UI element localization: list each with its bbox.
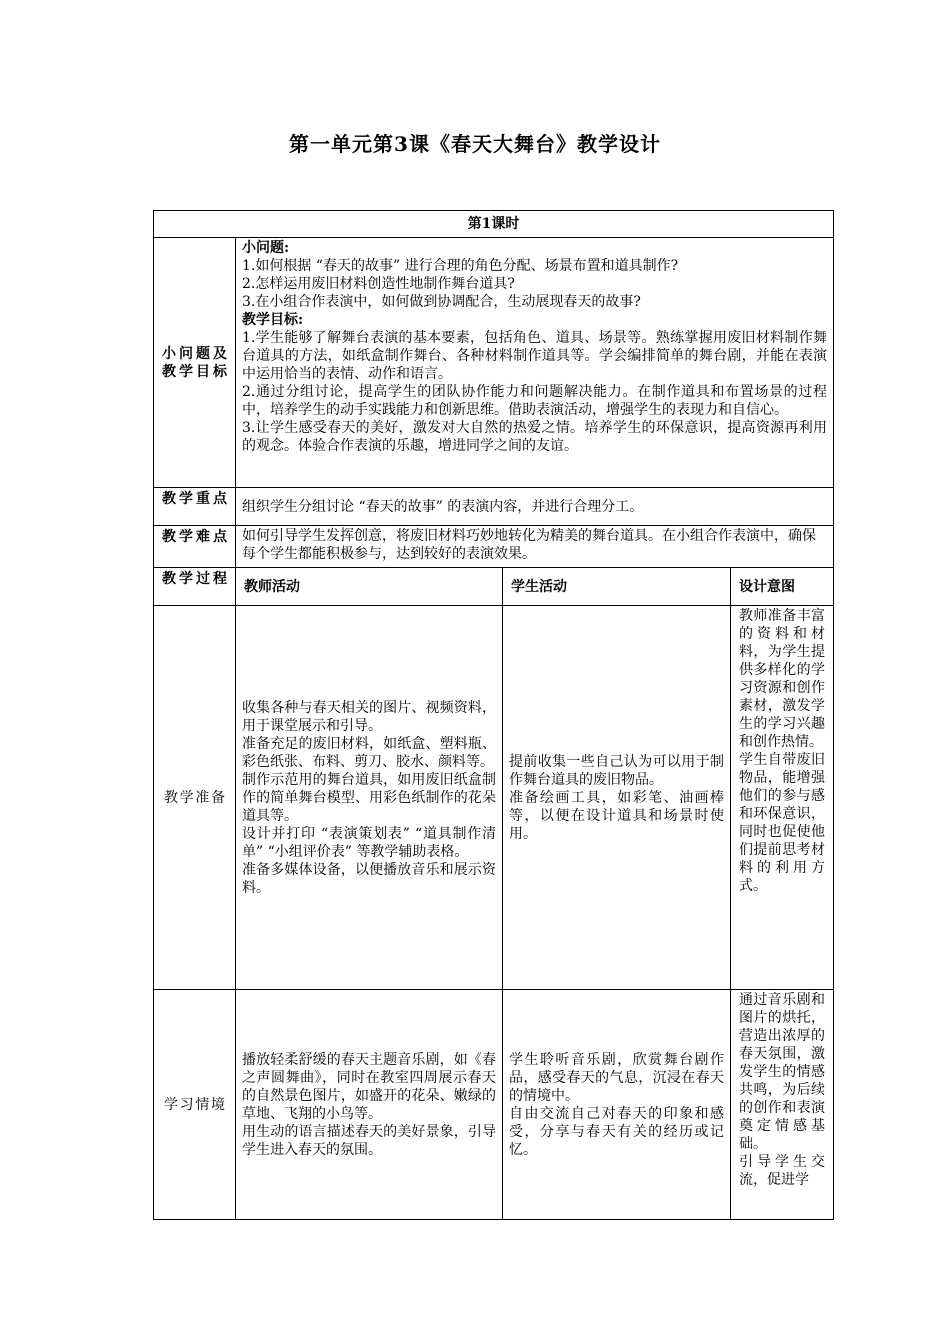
- design-intent-item: 通过音乐剧和图片的烘托，营造出浓厚的春天氛围，激发学生的情感共鸣，为后续的创作和表演奠定情感基础。: [739, 992, 825, 1152]
- teacher-activity-cell: [236, 606, 503, 990]
- key-point-label: 教学重点: [154, 488, 236, 526]
- teacher-activity-cell: [236, 990, 503, 1220]
- difficulty-text: 如何引导学生发挥创意，将废旧材料巧妙地转化为精美的舞台道具。在小组合作表演中，确保每个学生都能积极参与，达到较好的表演效果。: [236, 526, 834, 568]
- design-intent-item: 引导学生交流，促进学: [739, 1154, 825, 1188]
- goals-heading: 教学目标:: [242, 312, 304, 328]
- difficulty-label: 教学难点: [154, 526, 236, 568]
- design-intent-cell: [731, 606, 834, 990]
- design-intent-item: 教师准备丰富的资料和材料，为学生提供多样化的学习资源和创作素材，激发学生的学习兴趣和创作热情。: [739, 608, 825, 750]
- goal-item: 3.让学生感受春天的美好，激发对大自然的热爱之情。培养学生的环保意识，提高资源再利用的观念。体验合作表演的乐趣，增进同学之间的友谊。: [242, 420, 827, 454]
- question-item: 3.在小组合作表演中，如何做到协调配合，生动展现春天的故事?: [242, 294, 641, 310]
- teacher-activity-header: 教师活动: [236, 568, 503, 606]
- student-activity-header: 学生活动: [503, 568, 731, 606]
- question-item: 2.怎样运用废旧材料创造性地制作舞台道具?: [242, 276, 515, 292]
- page-title: 第一单元第3课《春天大舞台》教学设计: [289, 132, 661, 156]
- teacher-activity-item: 用生动的语言描述春天的美好景象，引导学生进入春天的氛围。: [242, 1123, 496, 1158]
- key-point-text: 组织学生分组讨论 “春天的故事” 的表演内容，并进行合理分工。: [236, 488, 834, 526]
- teacher-activity-item: 制作示范用的舞台道具，如用废旧纸盒制作的简单舞台模型、用彩色纸制作的花朵道具等。: [242, 771, 496, 824]
- goal-item: 1.学生能够了解舞台表演的基本要素，包括角色、道具、场景等。熟练掌握用废旧材料制作舞台道具的方法，如纸盒制作舞台、各种材料制作道具等。学会编排简单的舞台剧，并能在表演中运用恰当的表情、动作和语言。: [242, 330, 827, 382]
- student-activity-item: 自由交流自己对春天的印象和感受，分享与春天有关的经历或记忆。: [509, 1105, 724, 1158]
- student-activity-item: 学生聆听音乐剧，欣赏舞台剧作品，感受春天的气息，沉浸在春天的情境中。: [509, 1051, 724, 1104]
- questions-goals-content: [236, 238, 834, 488]
- student-activity-item: 提前收集一些自己认为可以用于制作舞台道具的废旧物品。: [509, 753, 724, 788]
- design-intent-cell: [731, 990, 834, 1220]
- teacher-activity-item: 准备充足的废旧材料，如纸盒、塑料瓶、彩色纸张、布料、剪刀、胶水、颜料等。: [242, 735, 496, 770]
- stage-name: 教学准备: [154, 606, 236, 990]
- question-item: 1.如何根据 “春天的故事” 进行合理的角色分配、场景布置和道具制作?: [242, 258, 679, 274]
- stage-name: 学习情境: [154, 990, 236, 1220]
- design-intent-item: 学生自带废旧物品，能增强他们的参与感和环保意识，同时也促使他们提前思考材料的利用方式。: [739, 752, 825, 894]
- student-activity-item: 准备绘画工具，如彩笔、油画棒等，以便在设计道具和场景时使用。: [509, 789, 724, 842]
- goal-item: 2.通过分组讨论，提高学生的团队协作能力和问题解决能力。在制作道具和布置场景的过程中，培养学生的动手实践能力和创新思维。借助表演活动，增强学生的表现力和自信心。: [242, 384, 827, 418]
- session-header: 第1课时: [154, 211, 834, 238]
- questions-heading: 小问题:: [242, 240, 290, 256]
- questions-goals-label: 小问题及教学目标: [154, 238, 236, 488]
- teacher-activity-item: 设计并打印 “表演策划表” “道具制作清单” “小组评价表” 等教学辅助表格。: [242, 825, 496, 860]
- process-label: 教学过程: [154, 568, 236, 606]
- design-intent-header: 设计意图: [731, 568, 834, 606]
- teacher-activity-item: 播放轻柔舒缓的春天主题音乐剧，如《春之声圆舞曲》，同时在教室四周展示春天的自然景色图片，如盛开的花朵、嫩绿的草地、飞翔的小鸟等。: [242, 1051, 496, 1122]
- student-activity-cell: [503, 990, 731, 1220]
- lesson-plan-table: [153, 210, 834, 1220]
- teacher-activity-item: 收集各种与春天相关的图片、视频资料，用于课堂展示和引导。: [242, 699, 496, 734]
- student-activity-cell: [503, 606, 731, 990]
- teacher-activity-item: 准备多媒体设备，以便播放音乐和展示资料。: [242, 861, 496, 896]
